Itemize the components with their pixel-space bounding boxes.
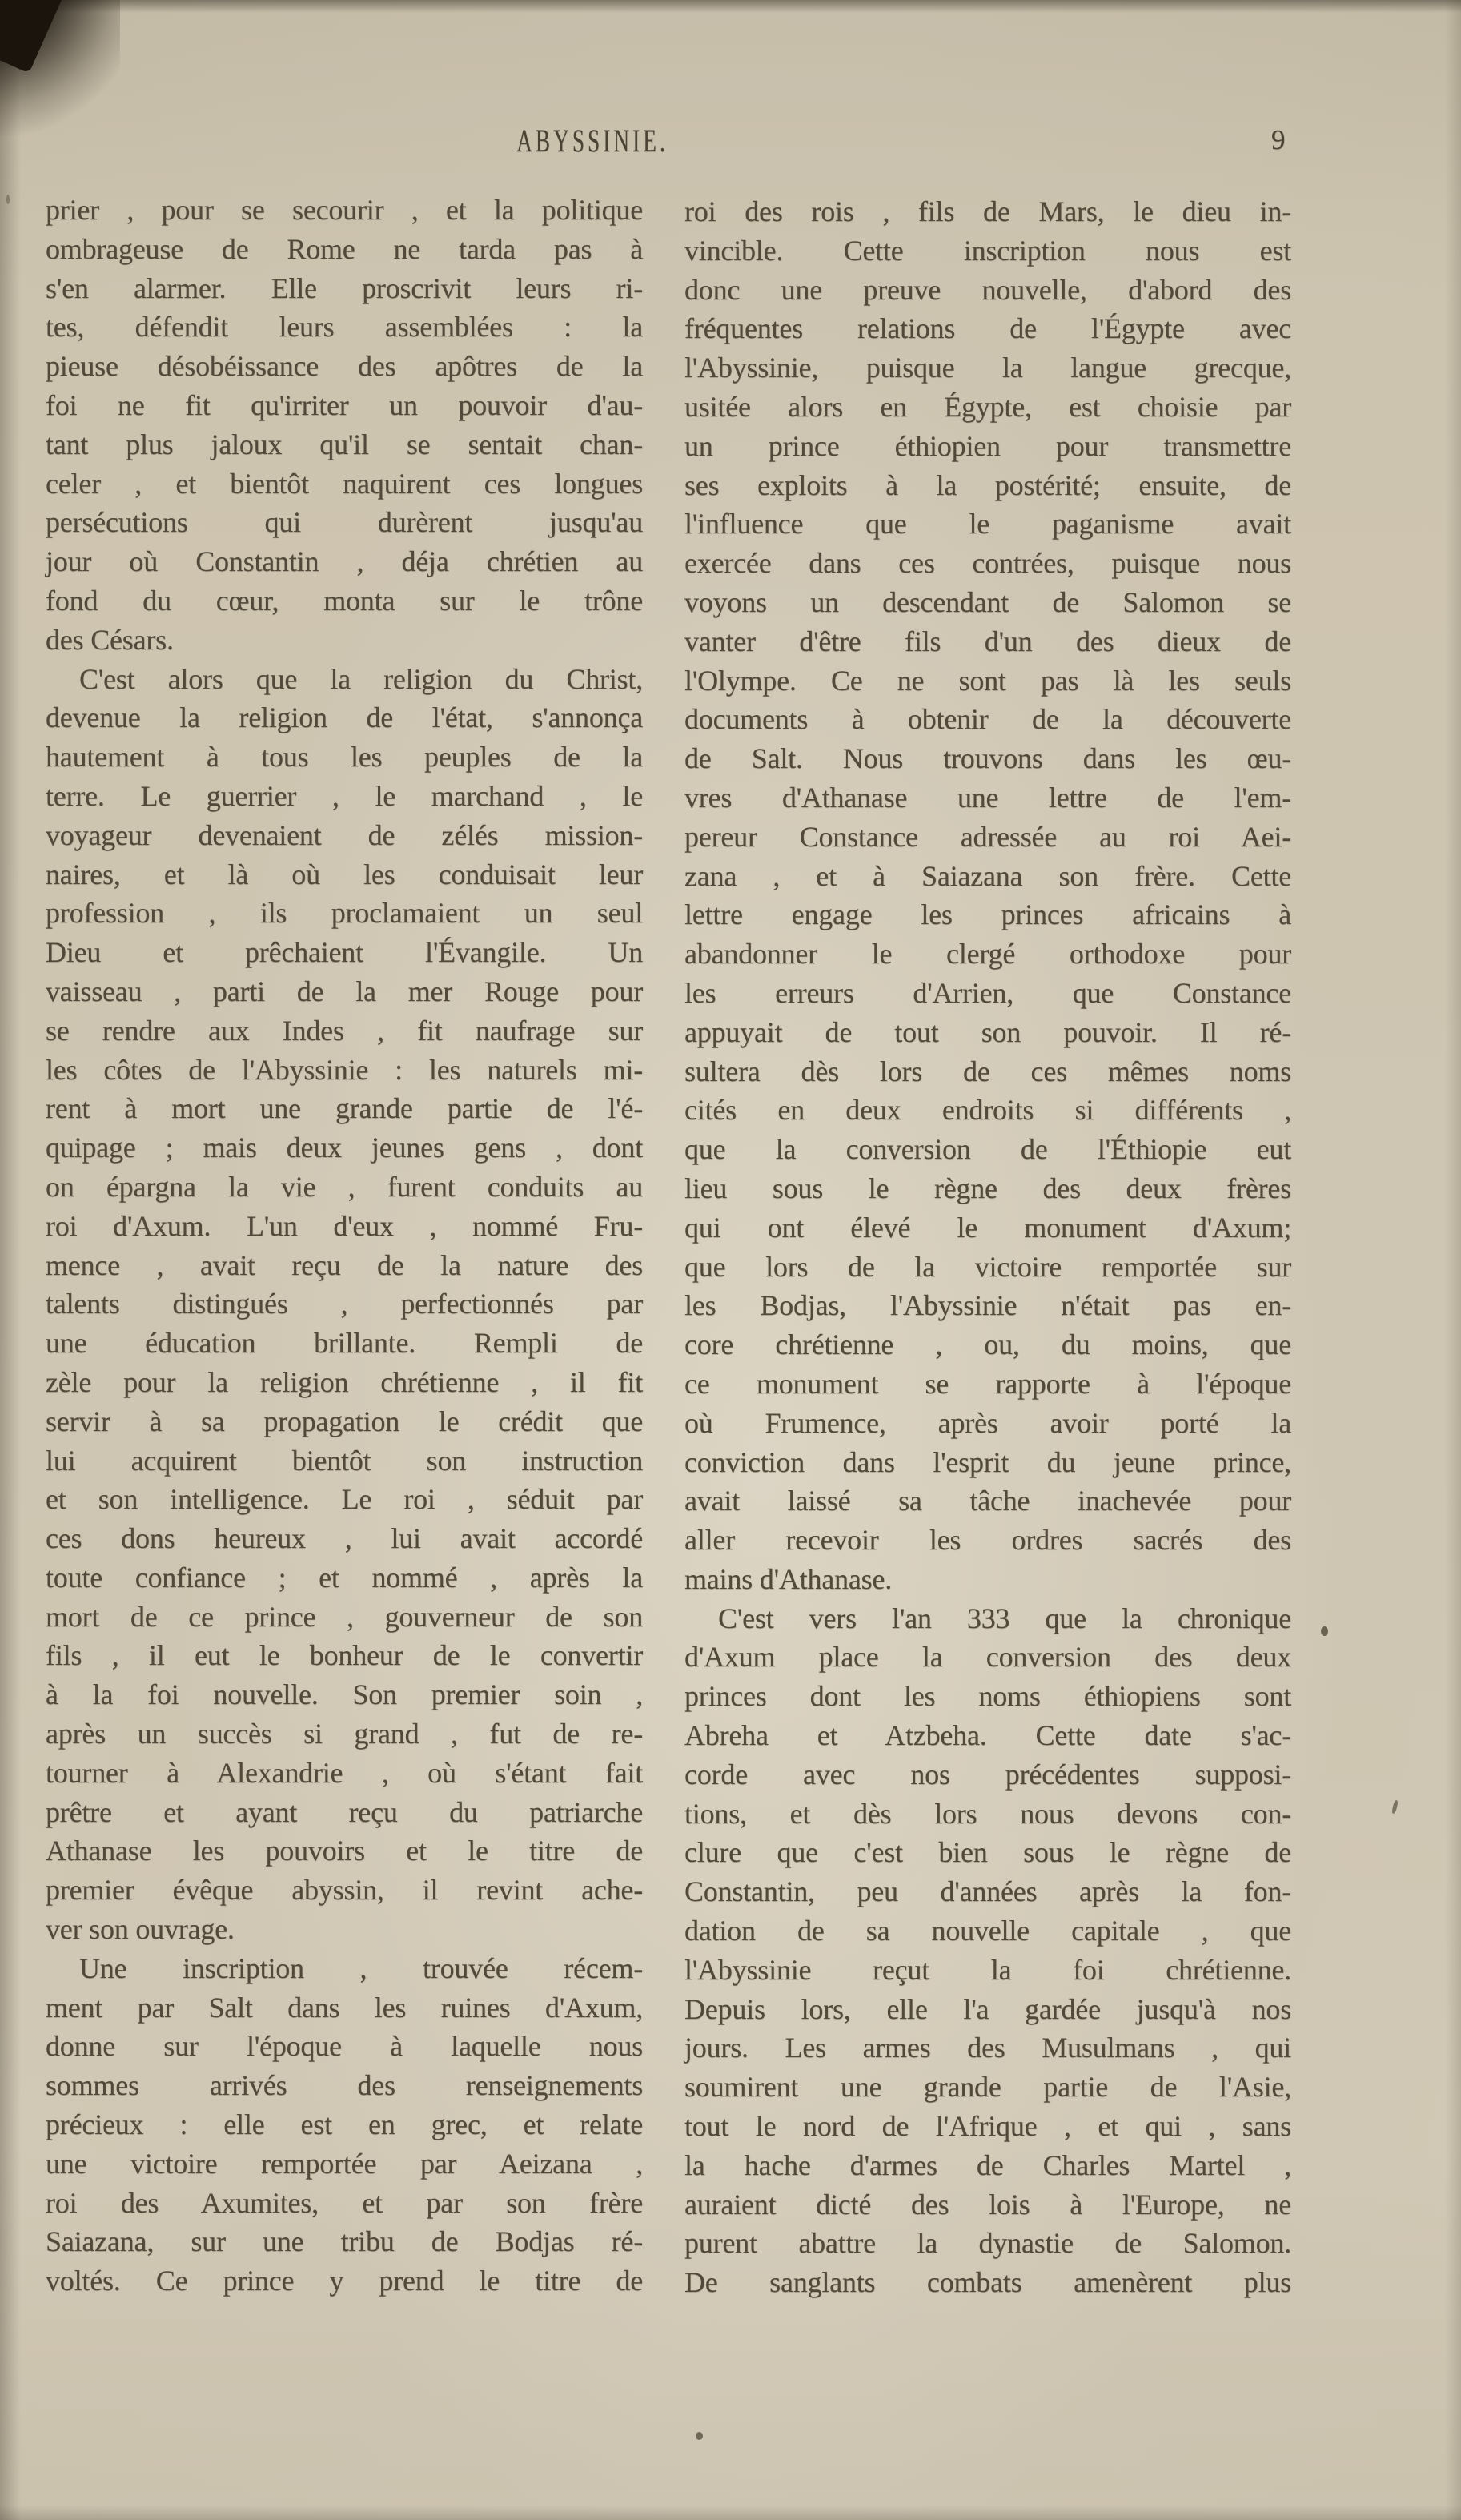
text-line: une éducation brillante. Rempli de bbox=[46, 1327, 643, 1360]
text-line: après un succès si grand , fut de re- bbox=[46, 1718, 643, 1750]
text-line: donne sur l'époque à laquelle nous bbox=[46, 2030, 643, 2063]
text-line: vincible. Cette inscription nous est bbox=[684, 234, 1291, 267]
text-column-left bbox=[46, 191, 643, 2301]
text-line: persécutions qui durèrent jusqu'au bbox=[46, 506, 643, 539]
text-line: mence , avait reçu de la nature des bbox=[46, 1248, 643, 1281]
text-line: zana , et à Saiazana son frère. Cette bbox=[684, 859, 1291, 892]
text-line: toute confiance ; et nommé , après la bbox=[46, 1561, 643, 1594]
ink-speck bbox=[696, 2432, 703, 2440]
text-line: usitée alors en Égypte, est choisie par bbox=[684, 390, 1291, 423]
text-line: Abreha et Atzbeha. Cette date s'ac- bbox=[684, 1719, 1291, 1752]
ink-speck bbox=[6, 195, 10, 204]
text-line: core chrétienne , ou, du moins, que bbox=[684, 1328, 1291, 1361]
text-line: jours. Les armes des Musulmans , qui bbox=[684, 2032, 1291, 2064]
text-line: Constantin, peu d'années après la fon- bbox=[684, 1875, 1291, 1908]
text-line: De sanglants combats amenèrent plus bbox=[684, 2266, 1291, 2299]
text-line: les erreurs d'Arrien, que Constance bbox=[684, 976, 1291, 1009]
text-line: voyageur devenaient de zélés mission- bbox=[46, 818, 643, 851]
text-line: dation de sa nouvelle capitale , que bbox=[684, 1915, 1291, 1947]
text-line: zèle pour la religion chrétienne , il fit bbox=[46, 1365, 643, 1398]
text-line: naires, et là où les conduisait leur bbox=[46, 858, 643, 890]
ink-speck bbox=[1391, 1800, 1399, 1815]
text-line: sultera dès lors de ces mêmes noms bbox=[684, 1055, 1291, 1087]
running-header-title: ABYSSINIE. bbox=[516, 123, 668, 159]
text-line: cités en deux endroits si différents , bbox=[684, 1094, 1291, 1127]
text-line: les Bodjas, l'Abyssinie n'était pas en- bbox=[684, 1289, 1291, 1322]
text-line: prier , pour se secourir , et la politique bbox=[46, 194, 643, 226]
text-line: mort de ce prince , gouverneur de son bbox=[46, 1600, 643, 1633]
text-line: princes dont les noms éthiopiens sont bbox=[684, 1680, 1291, 1713]
text-line: ses exploits à la postérité; ensuite, de bbox=[684, 468, 1291, 501]
text-line: tions, et dès lors nous devons con- bbox=[684, 1797, 1291, 1830]
text-line: Athanase les pouvoirs et le titre de bbox=[46, 1835, 643, 1867]
text-line: ce monument se rapporte à l'époque bbox=[684, 1367, 1291, 1400]
text-line: ces dons heureux , lui avait accordé bbox=[46, 1522, 643, 1555]
ink-speck bbox=[1321, 1626, 1328, 1636]
text-line: mains d'Athanase. bbox=[684, 1562, 893, 1595]
text-line: lettre engage les princes africains à bbox=[684, 898, 1291, 931]
text-line: l'Abyssinie, puisque la langue grecque, bbox=[684, 352, 1291, 384]
text-line: fond du cœur, monta sur le trône bbox=[46, 584, 643, 617]
text-line: purent abattre la dynastie de Salomon. bbox=[684, 2227, 1291, 2260]
text-line: lui acquirent bientôt son instruction bbox=[46, 1444, 643, 1477]
text-line: appuyait de tout son pouvoir. Il ré- bbox=[684, 1015, 1291, 1048]
text-line: sommes arrivés des renseignements bbox=[46, 2069, 643, 2102]
text-line: pieuse désobéissance des apôtres de la bbox=[46, 350, 643, 383]
text-line: premier évêque abyssin, il revint ache- bbox=[46, 1874, 643, 1907]
text-line: hautement à tous les peuples de la bbox=[46, 741, 643, 774]
text-line: où Frumence, après avoir porté la bbox=[684, 1406, 1291, 1439]
scan-edge-shadow-left bbox=[0, 0, 21, 2520]
text-column-right bbox=[684, 192, 1291, 2302]
text-line: que la conversion de l'Éthiopie eut bbox=[684, 1133, 1291, 1166]
text-line: d'Axum place la conversion des deux bbox=[684, 1641, 1291, 1674]
text-line: auraient dicté des lois à l'Europe, ne bbox=[684, 2188, 1291, 2221]
text-line: corde avec nos précédentes supposi- bbox=[684, 1758, 1291, 1791]
text-line: tourner à Alexandrie , où s'étant fait bbox=[46, 1756, 643, 1789]
text-line: quipage ; mais deux jeunes gens , dont bbox=[46, 1131, 643, 1164]
text-line: et son intelligence. Le roi , séduit par bbox=[46, 1483, 643, 1516]
text-line: abandonner le clergé orthodoxe pour bbox=[684, 938, 1291, 971]
text-line: talents distingués , perfectionnés par bbox=[46, 1288, 643, 1320]
scan-edge-shadow-right bbox=[1445, 0, 1461, 2520]
text-line: voltés. Ce prince y prend le titre de bbox=[46, 2265, 643, 2297]
text-line: la hache d'armes de Charles Martel , bbox=[684, 2148, 1291, 2181]
text-line: clure que c'est bien sous le règne de bbox=[684, 1836, 1291, 1869]
text-line: se rendre aux Indes , fit naufrage sur bbox=[46, 1014, 643, 1047]
text-line: l'Abyssinie reçut la foi chrétienne. bbox=[684, 1953, 1291, 1986]
text-line: à la foi nouvelle. Son premier soin , bbox=[46, 1678, 643, 1711]
text-line: l'Olympe. Ce ne sont pas là les seuls bbox=[684, 664, 1291, 697]
text-line: jour où Constantin , déja chrétien au bbox=[46, 545, 643, 578]
scan-edge-shadow-top bbox=[0, 0, 1461, 13]
text-line: terre. Le guerrier , le marchand , le bbox=[46, 779, 643, 812]
text-line: devenue la religion de l'état, s'annonça bbox=[46, 701, 643, 734]
text-line: avait laissé sa tâche inachevée pour bbox=[684, 1485, 1291, 1517]
text-line: fréquentes relations de l'Égypte avec bbox=[684, 312, 1291, 345]
text-line: servir à sa propagation le crédit que bbox=[46, 1405, 643, 1437]
text-line: roi d'Axum. L'un d'eux , nommé Fru- bbox=[46, 1209, 643, 1242]
text-line: des Césars. bbox=[46, 623, 174, 656]
text-line: une victoire remportée par Aeizana , bbox=[46, 2147, 643, 2180]
text-line: C'est vers l'an 333 que la chronique bbox=[718, 1602, 1291, 1634]
text-line: conviction dans l'esprit du jeune prince, bbox=[684, 1445, 1291, 1478]
text-line: soumirent une grande partie de l'Asie, bbox=[684, 2071, 1291, 2104]
scan-edge-shadow-bottom bbox=[0, 2506, 1461, 2520]
text-line: ment par Salt dans les ruines d'Axum, bbox=[46, 1991, 643, 2024]
text-line: profession , ils proclamaient un seul bbox=[46, 897, 643, 930]
text-line: on épargna la vie , furent conduits au bbox=[46, 1170, 643, 1203]
text-line: lieu sous le règne des deux frères bbox=[684, 1172, 1291, 1204]
text-line: rent à mort une grande partie de l'é- bbox=[46, 1092, 643, 1125]
text-line: Saiazana, sur une tribu de Bodjas ré- bbox=[46, 2225, 643, 2258]
text-line: exercée dans ces contrées, puisque nous bbox=[684, 547, 1291, 580]
text-line: les côtes de l'Abyssinie : les naturels mi- bbox=[46, 1053, 643, 1086]
text-line: s'en alarmer. Elle proscrivit leurs ri- bbox=[46, 271, 643, 304]
text-line: qui ont élevé le monument d'Axum; bbox=[684, 1211, 1291, 1244]
text-line: fils , il eut le bonheur de le convertir bbox=[46, 1639, 643, 1672]
text-line: de Salt. Nous trouvons dans les œu- bbox=[684, 742, 1291, 775]
text-line: tes, défendit leurs assemblées : la bbox=[46, 311, 643, 344]
text-line: Dieu et prêchaient l'Évangile. Un bbox=[46, 936, 643, 969]
text-line: C'est alors que la religion du Christ, bbox=[79, 662, 643, 695]
text-line: tout le nord de l'Afrique , et qui , sans bbox=[684, 2110, 1291, 2143]
text-line: foi ne fit qu'irriter un pouvoir d'au- bbox=[46, 388, 643, 421]
text-line: ver son ouvrage. bbox=[46, 1913, 235, 1946]
text-line: prêtre et ayant reçu du patriarche bbox=[46, 1795, 643, 1828]
text-line: roi des Axumites, et par son frère bbox=[46, 2186, 643, 2219]
text-line: tant plus jaloux qu'il se sentait chan- bbox=[46, 428, 643, 460]
text-line: pereur Constance adressée au roi Aei- bbox=[684, 820, 1291, 853]
text-line: un prince éthiopien pour transmettre bbox=[684, 429, 1291, 462]
text-line: celer , et bientôt naquirent ces longues bbox=[46, 467, 643, 500]
text-line: donc une preuve nouvelle, d'abord des bbox=[684, 273, 1291, 306]
text-line: Depuis lors, elle l'a gardée jusqu'à nos bbox=[684, 1992, 1291, 2025]
text-line: vanter d'être fils d'un des dieux de bbox=[684, 625, 1291, 657]
text-line: aller recevoir les ordres sacrés des bbox=[684, 1524, 1291, 1557]
text-line: vaisseau , parti de la mer Rouge pour bbox=[46, 975, 643, 1007]
page-number: 9 bbox=[1271, 124, 1286, 155]
text-line: précieux : elle est en grec, et relate bbox=[46, 2108, 643, 2141]
text-line: Une inscription , trouvée récem- bbox=[79, 1951, 643, 1984]
text-line: voyons un descendant de Salomon se bbox=[684, 585, 1291, 618]
text-line: que lors de la victoire remportée sur bbox=[684, 1250, 1291, 1283]
text-line: vres d'Athanase une lettre de l'em- bbox=[684, 781, 1291, 814]
text-line: documents à obtenir de la découverte bbox=[684, 703, 1291, 736]
text-line: roi des rois , fils de Mars, le dieu in- bbox=[684, 195, 1291, 227]
text-line: l'influence que le paganisme avait bbox=[684, 508, 1291, 541]
text-line: ombrageuse de Rome ne tarda pas à bbox=[46, 232, 643, 265]
